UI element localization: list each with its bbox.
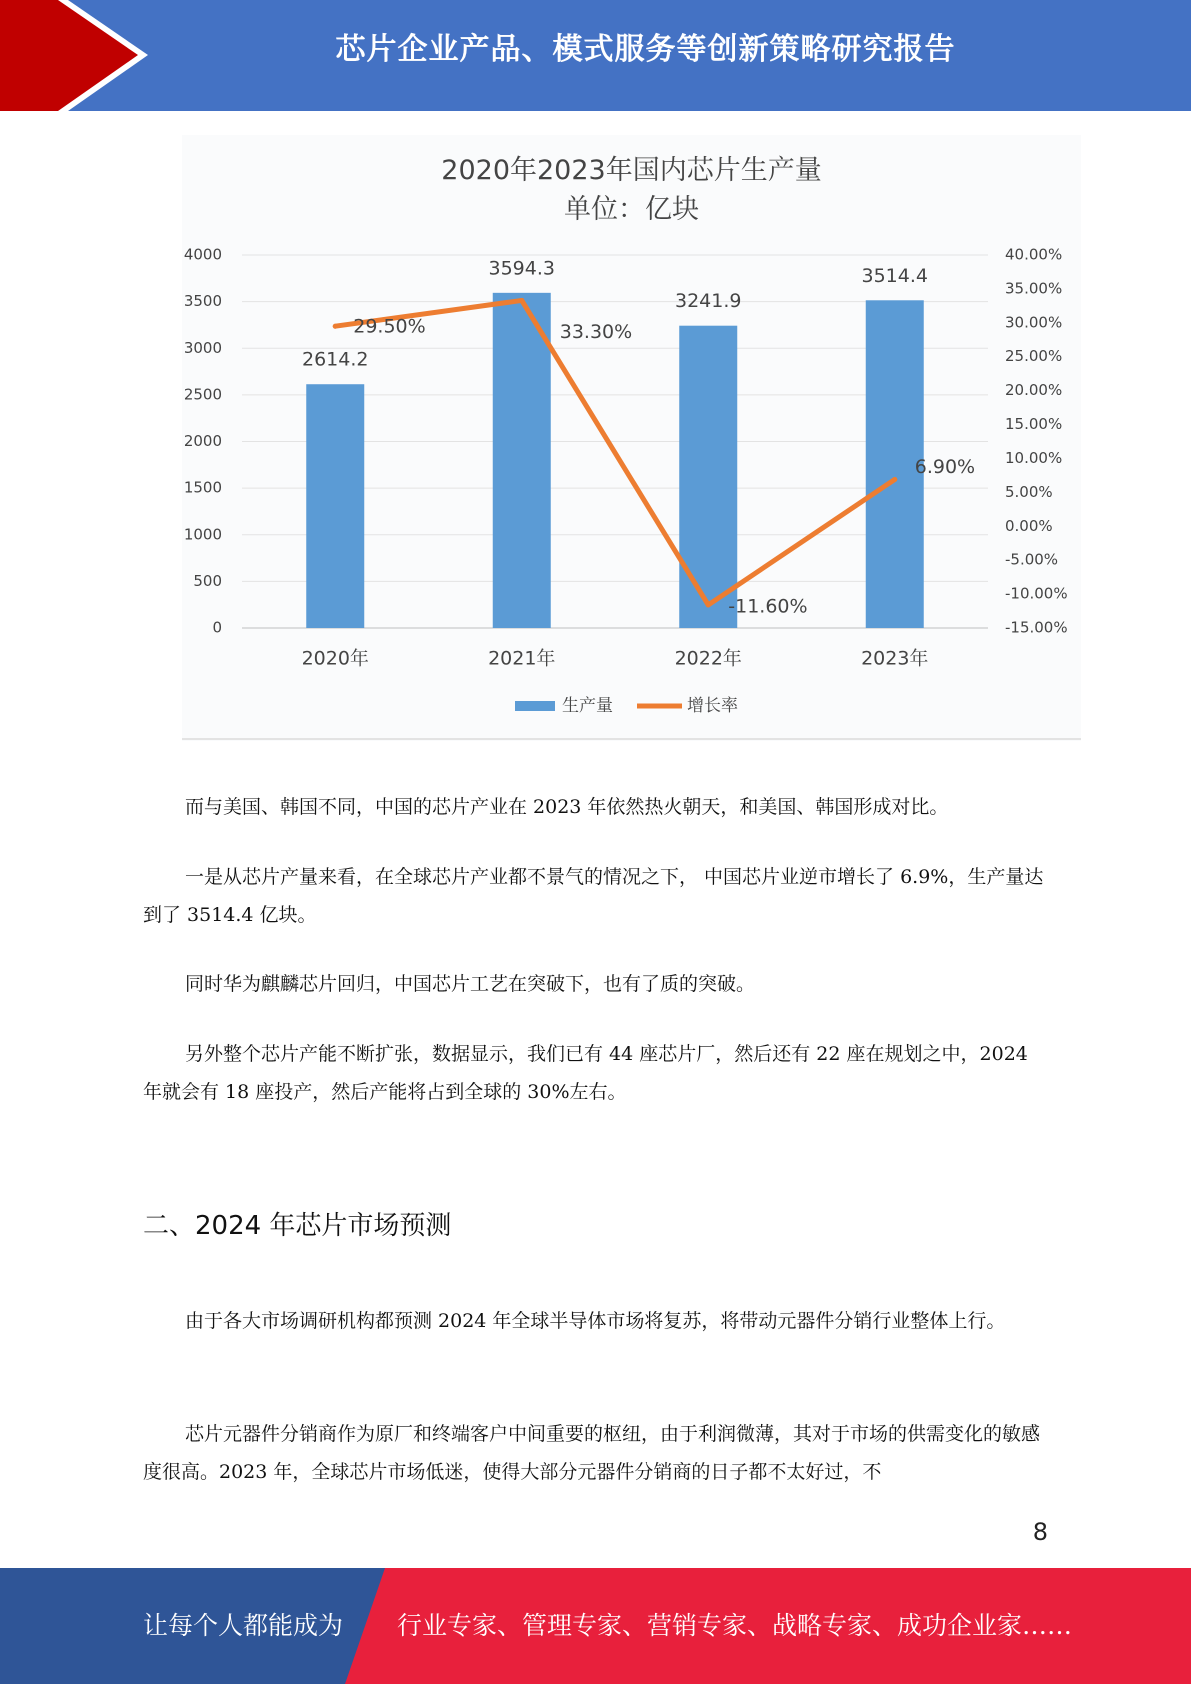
y-right-tick-label: 30.00% [1005, 313, 1063, 332]
production-chart [182, 135, 1081, 741]
growth-rate-point [706, 602, 711, 607]
y-right-tick-label: 20.00% [1005, 381, 1063, 400]
growth-rate-label: 29.50% [353, 315, 426, 338]
x-category-label: 2020年 [301, 647, 369, 670]
footer-slogan-left: 让每个人都能成为 [143, 1611, 344, 1640]
bar-value-label: 2614.2 [302, 348, 369, 371]
paragraph-3: 同时华为麒麟芯片回归，中国芯片工艺在突破下，也有了质的突破。 [185, 973, 756, 995]
y-left-tick-label: 2000 [183, 432, 222, 450]
page-footer [0, 1568, 1191, 1684]
y-right-tick-label: -5.00% [1005, 550, 1059, 569]
y-right-tick-label: 15.00% [1005, 415, 1063, 434]
bar-value-label: 3514.4 [861, 264, 928, 287]
y-right-tick-label: 25.00% [1005, 347, 1063, 366]
y-left-tick-label: 1500 [183, 478, 222, 497]
y-right-tick-label: 0.00% [1005, 516, 1053, 535]
y-left-tick-label: 1000 [183, 525, 222, 544]
legend-label-growth: 增长率 [687, 696, 738, 716]
legend-label-production: 生产量 [562, 696, 613, 716]
x-category-label: 2023年 [861, 647, 929, 670]
footer-slogan-right: 行业专家、管理专家、营销专家、战略专家、成功企业家…… [397, 1611, 1073, 1640]
bar-value-label: 3241.9 [675, 290, 742, 313]
growth-rate-label: -11.60% [728, 595, 808, 618]
y-left-tick-label: 3500 [183, 292, 222, 311]
y-right-tick-label: 10.00% [1005, 448, 1063, 467]
y-left-tick-label: 3000 [183, 338, 222, 357]
bar [679, 326, 737, 628]
bar [493, 293, 551, 628]
growth-rate-point [892, 477, 897, 482]
page-number: 8 [1032, 1518, 1048, 1546]
section-heading: 二、2024 年芯片市场预测 [143, 1211, 452, 1241]
header-red-chevron [0, 0, 160, 111]
x-category-label: 2022年 [674, 647, 742, 670]
paragraph-5: 由于各大市场调研机构都预测 2024 年全球半导体市场将复苏，将带动元器件分销行业整体上行。 [185, 1310, 1006, 1332]
legend-swatch-production [515, 701, 555, 711]
growth-rate-line [335, 300, 895, 605]
y-left-tick-label: 2500 [183, 385, 222, 404]
paragraph-1: 而与美国、韩国不同，中国的芯片产业在 2023 年依然热火朝天，和美国、韩国形成对比。 [185, 796, 949, 818]
y-right-tick-label: 5.00% [1005, 482, 1053, 501]
y-right-tick-label: 35.00% [1005, 279, 1063, 298]
y-right-tick-label: -15.00% [1005, 618, 1068, 637]
y-left-tick-label: 500 [193, 571, 222, 590]
paragraph-4: 另外整个芯片产能不断扩张，数据显示，我们已有 44 座芯片厂，然后还有 22 座在规划之中，2024 年就会有 18 座投产，然后产能将占到全球的 30%左右。 [143, 1043, 1028, 1103]
bar-value-label: 3594.3 [488, 257, 555, 280]
y-right-tick-label: -10.00% [1005, 584, 1068, 603]
y-right-tick-label: 40.00% [1005, 245, 1063, 264]
chart-subtitle: 单位：亿块 [564, 194, 699, 225]
x-category-label: 2021年 [488, 647, 556, 670]
y-left-tick-label: 4000 [183, 245, 222, 264]
paragraph-6: 芯片元器件分销商作为原厂和终端客户中间重要的枢纽，由于利润微薄，其对于市场的供需变化的敏感度很高。2023 年，全球芯片市场低迷，使得大部分元器件分销商的日子都不太好过，不 [143, 1423, 1041, 1483]
growth-rate-label: 33.30% [559, 320, 633, 343]
chart-title: 2020年2023年国内芯片生产量 [441, 155, 822, 186]
growth-rate-point [333, 324, 338, 329]
bar [306, 384, 364, 628]
growth-rate-point [519, 298, 524, 303]
y-left-tick-label: 0 [212, 618, 222, 637]
paragraph-2: 一是从芯片产量来看，在全球芯片产业都不景气的情况之下， 中国芯片业逆市增长了 6.9%，生产量达到了 3514.4 亿块。 [143, 866, 1044, 926]
growth-rate-label: 6.90% [914, 455, 976, 478]
report-title: 芯片企业产品、模式服务等创新策略研究报告 [335, 32, 956, 67]
page-header [0, 0, 1191, 111]
